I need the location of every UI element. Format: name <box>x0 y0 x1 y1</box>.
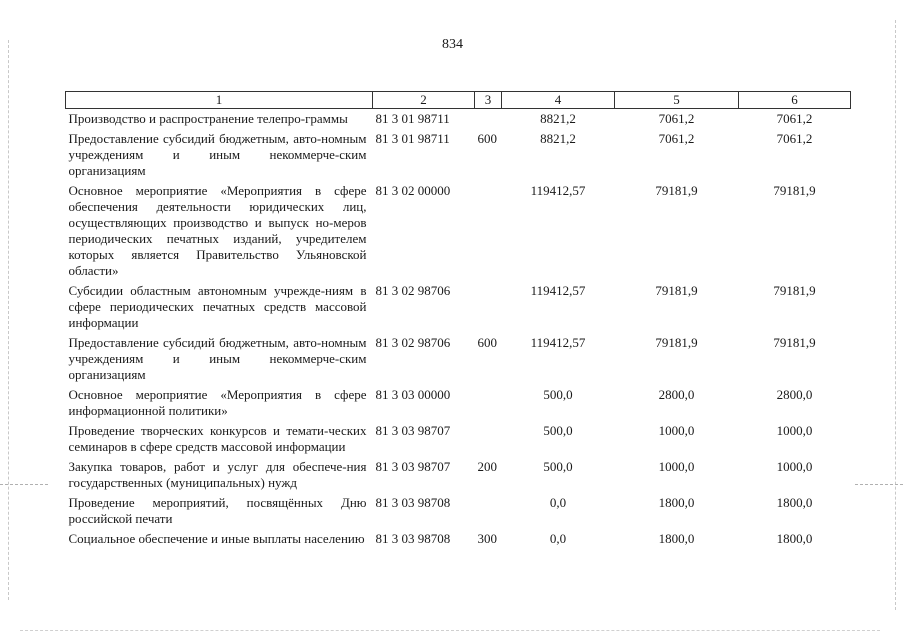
table-row <box>66 109 851 130</box>
table-row <box>66 421 851 457</box>
row-name: Основное мероприятие «Мероприятия в сфере информационной политики» <box>68 387 367 418</box>
row-type: 600 <box>477 335 497 350</box>
row-value-2022: 119412,57 <box>530 183 586 198</box>
row-type <box>475 421 502 457</box>
row-type <box>475 181 502 281</box>
table-header-row <box>66 92 851 109</box>
row-type <box>475 281 502 333</box>
row-value-2023: 79181,9 <box>655 183 698 198</box>
row-name: Проведение мероприятий, посвящённых Дню российской печати <box>68 495 367 526</box>
row-value-2022: 0,0 <box>549 531 567 546</box>
row-value-2024: 7061,2 <box>776 131 813 146</box>
table-row <box>66 333 851 385</box>
scan-artifact-left <box>0 484 48 485</box>
table-row <box>66 385 851 421</box>
row-value-2023: 2800,0 <box>658 387 695 402</box>
scan-artifact-right <box>855 484 903 485</box>
row-code: 81 3 03 98708 <box>375 495 451 510</box>
row-value-2024: 1000,0 <box>776 459 813 474</box>
table-row <box>66 529 851 549</box>
row-value-2024: 7061,2 <box>776 111 813 126</box>
row-value-2024: 2800,0 <box>776 387 813 402</box>
row-code: 81 3 02 00000 <box>375 183 451 198</box>
row-value-2022: 8821,2 <box>540 131 576 146</box>
row-value-2024: 1800,0 <box>776 495 813 510</box>
header-col-6: 6 <box>739 92 851 109</box>
row-value-2023: 1800,0 <box>658 531 695 546</box>
header-col-5: 5 <box>615 92 739 109</box>
row-value-2022: 0,0 <box>549 495 567 510</box>
row-name: Основное мероприятие «Мероприятия в сфере обеспечения деятельности юридических лиц, осуществляющих производство и выпуск но-меров периодических печатных изданий, учредителем которых является Правительство Ульяновской области» <box>68 183 367 278</box>
table-row <box>66 281 851 333</box>
row-type: 600 <box>477 131 497 146</box>
row-type <box>475 109 502 130</box>
table-row <box>66 129 851 181</box>
row-code: 81 3 01 98711 <box>375 111 450 126</box>
page-number: 834 <box>442 37 463 52</box>
row-value-2023: 79181,9 <box>655 283 698 298</box>
row-value-2024: 79181,9 <box>773 183 816 198</box>
row-value-2023: 79181,9 <box>655 335 698 350</box>
scan-artifact-bottom <box>20 630 880 631</box>
row-name: Проведение творческих конкурсов и темати-ческих семинаров в сфере средств массовой информации <box>68 423 367 454</box>
row-value-2022: 500,0 <box>543 459 573 474</box>
table-row <box>66 493 851 529</box>
budget-table <box>65 91 851 549</box>
row-value-2022: 500,0 <box>543 423 573 438</box>
row-value-2022: 500,0 <box>543 387 573 402</box>
row-type <box>475 493 502 529</box>
row-value-2023: 1800,0 <box>658 495 695 510</box>
header-col-3: 3 <box>475 92 502 109</box>
row-code: 81 3 03 98708 <box>375 531 451 546</box>
header-col-2: 2 <box>373 92 475 109</box>
row-code: 81 3 02 98706 <box>375 283 451 298</box>
row-type: 300 <box>477 531 497 546</box>
row-value-2022: 8821,2 <box>540 111 576 126</box>
row-code: 81 3 01 98711 <box>375 131 450 146</box>
row-value-2024: 1000,0 <box>776 423 813 438</box>
row-value-2024: 79181,9 <box>773 335 816 350</box>
row-value-2023: 7061,2 <box>658 111 695 126</box>
row-name: Субсидии областным автономным учрежде-ниям в сфере периодических печатных средств массовой информации <box>68 283 367 330</box>
table-row <box>66 181 851 281</box>
row-value-2024: 1800,0 <box>776 531 813 546</box>
header-col-1: 1 <box>66 92 373 109</box>
row-name: Закупка товаров, работ и услуг для обеспече-ния государственных (муниципальных) нужд <box>68 459 367 490</box>
scan-left-edge <box>8 40 9 600</box>
scan-right-edge <box>895 20 896 610</box>
row-value-2023: 1000,0 <box>658 459 695 474</box>
row-code: 81 3 03 98707 <box>375 423 451 438</box>
row-name: Производство и распространение телепро-граммы <box>68 111 348 126</box>
row-value-2022: 119412,57 <box>530 283 586 298</box>
row-name: Предоставление субсидий бюджетным, авто-номным учреждениям и иным некоммерче-ским организациям <box>68 335 367 382</box>
row-value-2023: 1000,0 <box>658 423 695 438</box>
row-type: 200 <box>477 459 497 474</box>
row-value-2023: 7061,2 <box>658 131 695 146</box>
row-code: 81 3 03 00000 <box>375 387 451 402</box>
table-row <box>66 457 851 493</box>
row-type <box>475 385 502 421</box>
row-name: Социальное обеспечение и иные выплаты населению <box>68 531 365 546</box>
row-name: Предоставление субсидий бюджетным, авто-номным учреждениям и иным некоммерче-ским организациям <box>68 131 367 178</box>
row-value-2022: 119412,57 <box>530 335 586 350</box>
row-code: 81 3 02 98706 <box>375 335 451 350</box>
row-value-2024: 79181,9 <box>773 283 816 298</box>
header-col-4: 4 <box>502 92 615 109</box>
row-code: 81 3 03 98707 <box>375 459 451 474</box>
